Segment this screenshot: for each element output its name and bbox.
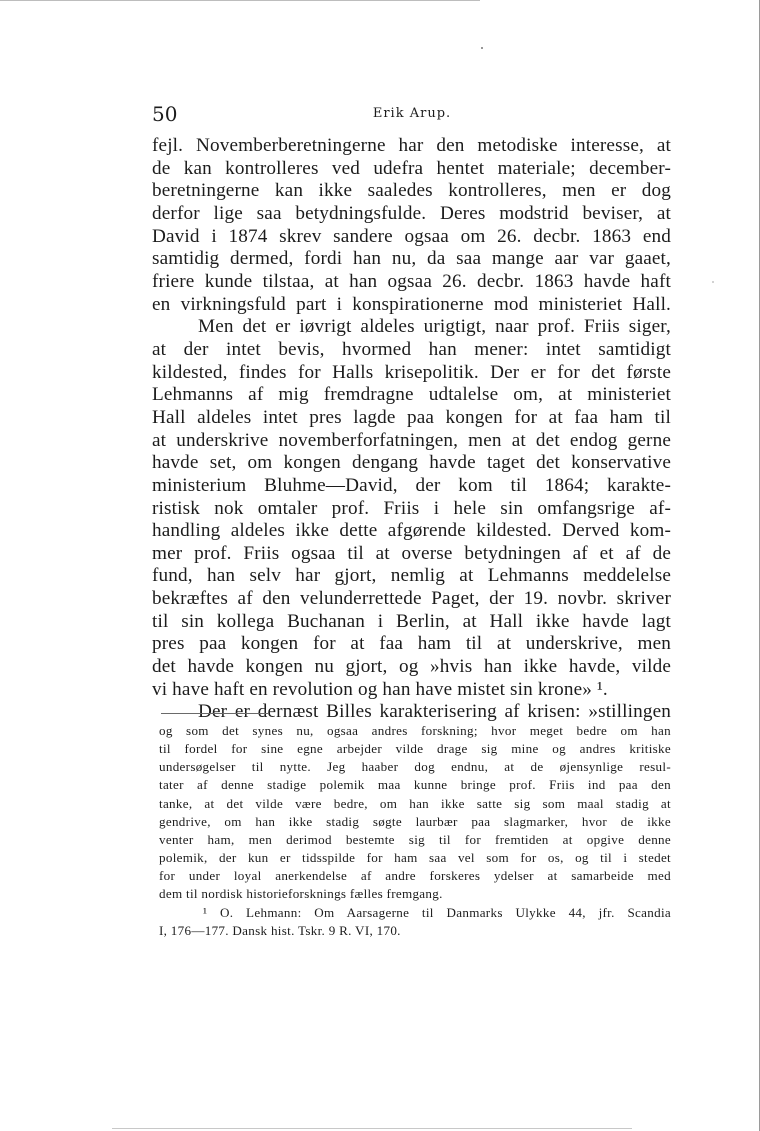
page-number: 50	[152, 102, 178, 126]
body-line: vi have haft en revolution og han have mistet sin krone» ¹.	[152, 678, 608, 700]
body-line: fund, han selv har gjort, nemlig at Lehmanns meddelelse	[152, 565, 671, 587]
body-line: de kan kontrolleres ved udefra hentet materiale; december-	[152, 157, 671, 179]
body-line: bekræftes af den velunderrettede Paget, der 19. novbr. skriver	[152, 588, 671, 610]
body-line: Lehmanns af mig fremdragne udtalelse om, at ministeriet	[152, 384, 671, 406]
body-line: at der intet bevis, hvormed han mener: intet samtidigt	[152, 338, 671, 360]
scan-speck	[712, 281, 714, 283]
body-line: til sin kollega Buchanan i Berlin, at Hall ikke havde lagt	[152, 610, 671, 632]
footnote-line: undersøgelser til nytte. Jeg haaber dog endnu, at de øjensynlige resul-	[159, 759, 671, 775]
body-line: derfor lige saa betydningsfulde. Deres modstrid beviser, at	[152, 202, 671, 224]
body-line: Der er dernæst Billes karakterisering af krisen: »stillingen	[198, 701, 671, 723]
scan-edge-bottom	[112, 1128, 632, 1129]
footnote-line: I, 176—177. Dansk hist. Tskr. 9 R. VI, 170.	[159, 922, 401, 938]
body-line: mer prof. Friis ogsaa til at overse betydningen af et af de	[152, 542, 671, 564]
body-line: handling aldeles ikke dette afgørende kildested. Derved kom-	[152, 520, 671, 542]
running-title: Erik Arup.	[372, 106, 452, 121]
body-line: det havde kongen nu gjort, og »hvis han ikke havde, vilde	[152, 656, 671, 678]
running-head	[152, 102, 672, 126]
footnote-line: gendrive, om han ikke stadig søgte laurbær paa slagmarker, hvor de ikke	[159, 813, 671, 829]
scan-speck	[481, 47, 483, 49]
footnote-line: ¹ O. Lehmann: Om Aarsagerne til Danmarks Ulykke 44, jfr. Scandia	[203, 904, 671, 920]
body-line: fejl. Novemberberetningerne har den metodiske interesse, at	[152, 135, 671, 156]
footnote-line: tanke, at det vilde være bedre, om han ikke satte sig som maal stadig at	[159, 795, 671, 811]
body-line: beretningerne kan ikke saaledes kontrolleres, men er dog	[152, 180, 671, 202]
footnotes	[159, 722, 671, 940]
body-line: Hall aldeles intet pres lagde paa kongen for at faa ham til	[152, 406, 671, 428]
body-line: David i 1874 skrev sandere ogsaa om 26. decbr. 1863 end	[152, 225, 671, 247]
body-line: at underskrive novemberforfatningen, men at det endog gerne	[152, 429, 671, 451]
footnote-line: venter ham, men derimod bestemte sig til for fremtiden at opgive denne	[159, 831, 671, 847]
body-line: samtidig dermed, fordi han nu, da saa mange aar var gaaet,	[152, 248, 671, 270]
footnote-rule	[161, 713, 269, 714]
footnote-line: og som det synes nu, ogsaa andres forskning; hvor meget bedre om han	[159, 723, 671, 738]
footnote-line: tater af denne stadige polemik maa kunne bringe prof. Friis ind paa den	[159, 777, 671, 793]
footnote-line: til fordel for sine egne arbejder vilde drage sig mine og andres kritiske	[159, 741, 671, 757]
body-line: Men det er iøvrigt aldeles urigtigt, naar prof. Friis siger,	[198, 316, 671, 338]
scan-edge-top	[0, 0, 480, 1]
footnote-line: polemik, der kun er tidsspilde for ham saa vel som for os, og til i stedet	[159, 850, 671, 866]
body-line: en virkningsfuld part i konspirationerne mod ministeriet Hall.	[152, 293, 671, 315]
body-line: ristisk nok omtaler prof. Friis i hele sin omfangsrige af-	[152, 497, 671, 519]
body-text	[152, 135, 671, 724]
footnote-line: for under loyal anerkendelse af andre forskeres ydelser at samarbeide med	[159, 868, 671, 884]
body-line: havde set, om kongen dengang havde taget det konservative	[152, 452, 671, 474]
body-line: friere kunde tilstaa, at han ogsaa 26. decbr. 1863 havde haft	[152, 270, 671, 292]
body-line: ministerium Bluhme—David, der kom til 1864; karakte-	[152, 474, 671, 496]
body-line: kildested, findes for Halls krisepolitik. Der er for det første	[152, 361, 671, 383]
body-line: pres paa kongen for at faa ham til at underskrive, men	[152, 633, 671, 655]
footnote-line: dem til nordisk historieforsknings fælles fremgang.	[159, 886, 443, 902]
